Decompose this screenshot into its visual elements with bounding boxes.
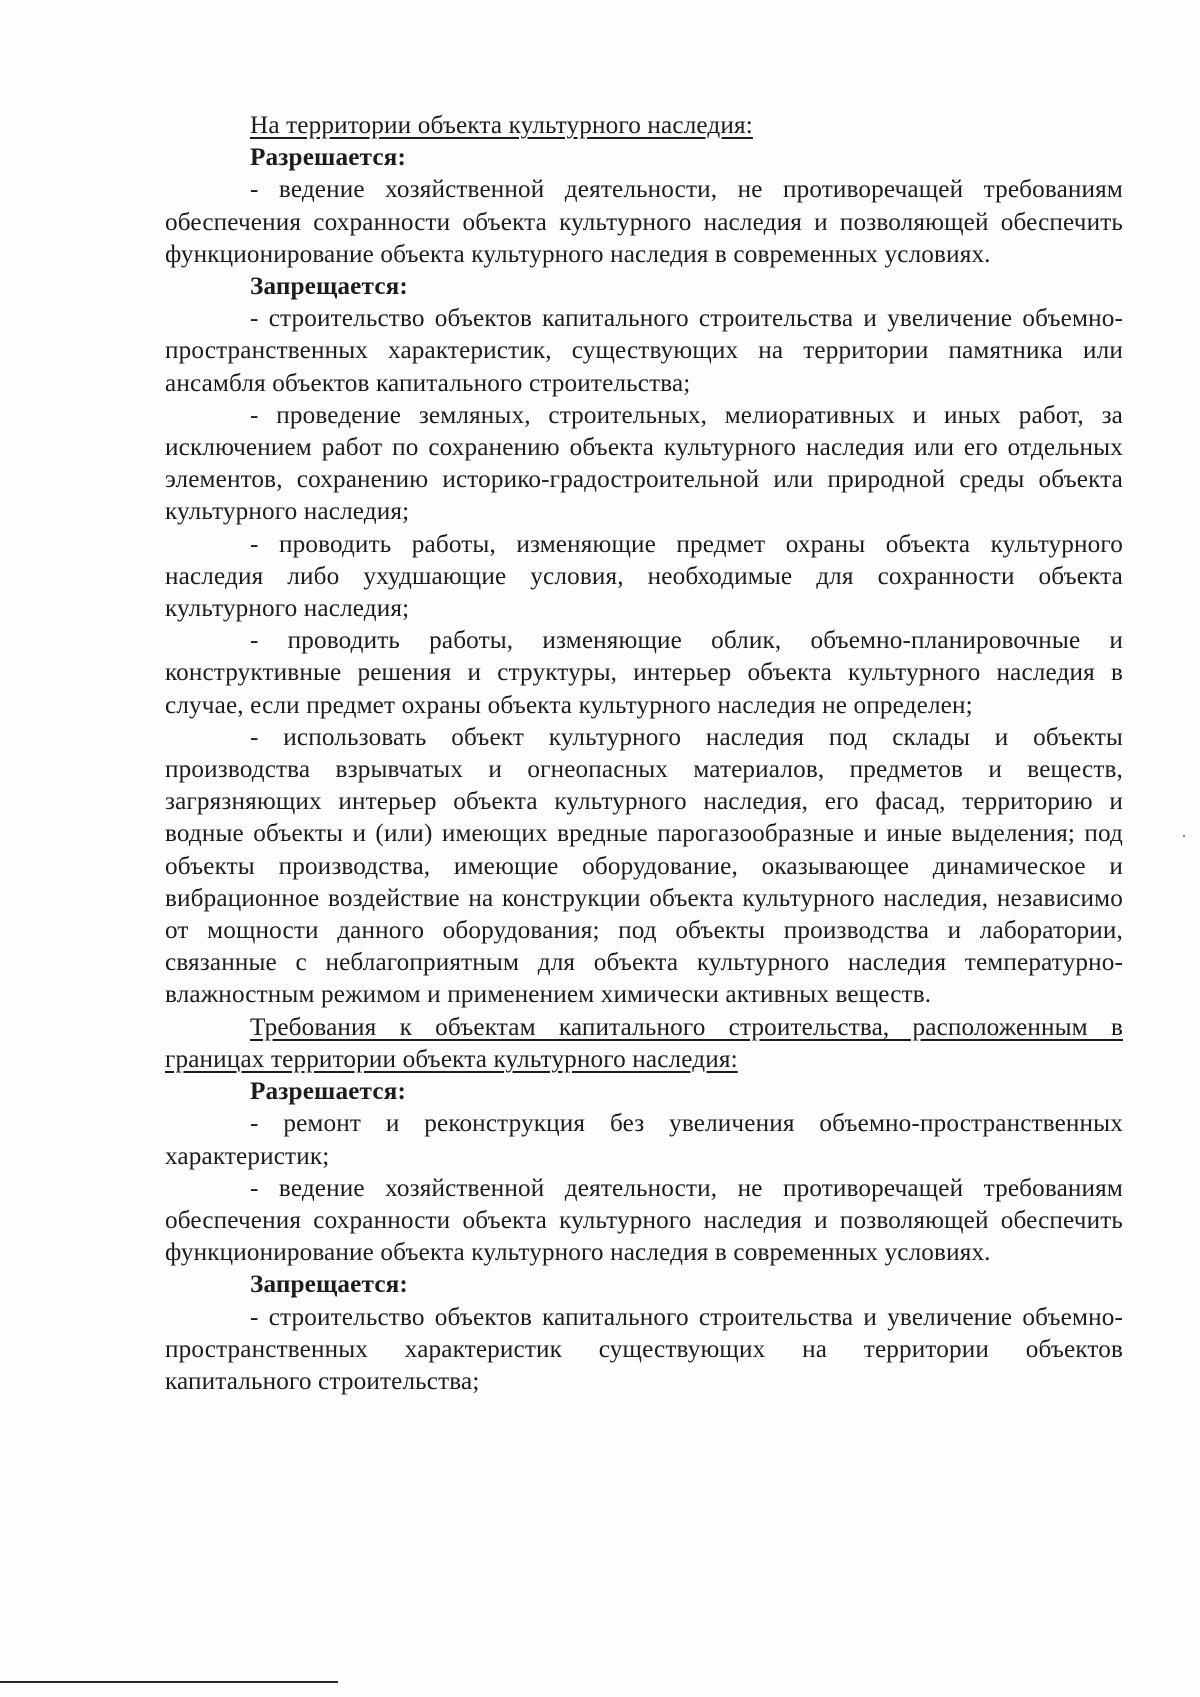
scan-speck	[1183, 835, 1185, 837]
section-heading-territory: На территории объекта культурного наследия:	[250, 112, 753, 139]
allowed-item: - ведение хозяйственной деятельности, не противоречащей требованиям обеспечения сохранности объекта культурного наследия и позволяющей обеспечить функционирование объекта культурного наследия в современных условиях.	[165, 1174, 1123, 1267]
forbidden-item: - строительство объектов капитального строительства и увеличение объемно-пространственных характеристик, существующих на территории памятника или ансамбля объектов капитального строительства;	[165, 305, 1123, 397]
forbidden-item: - проводить работы, изменяющие предмет охраны объекта культурного наследия либо ухудшающие условия, необходимые для сохранности объекта культурного наследия;	[165, 530, 1123, 623]
forbidden-item: - строительство объектов капитального строительства и увеличение объемно-пространственных характеристик существующих на территории объектов капитального строительства;	[165, 1303, 1123, 1395]
allowed-item: - ведение хозяйственной деятельности, не противоречащей требованиям обеспечения сохранности объекта культурного наследия и позволяющей обеспечить функционирование объекта культурного наследия в современных условиях.	[165, 176, 1123, 268]
section-heading-capital-objects: Требования к объектам капитального строительства, расположенным в границах территории объекта культурного наследия:	[165, 1013, 1123, 1073]
forbidden-item: - использовать объект культурного наследия под склады и объекты производства взрывчатых и огнеопасных материалов, предметов и веществ, загрязняющих интерьер объекта культурного наследия, его фасад, территорию и водные объекты и (или) имеющих вредные парогазообразные и иные выделения; под объекты производства, имеющие оборудование, оказывающее динамическое и вибрационное воздействие на конструкции объекта культурного наследия, независимо от мощности данного оборудования; под объекты производства и лаборатории, связанные с неблагоприятным для объекта культурного наследия температурно-влажностным режимом и применением химически активных веществ.	[165, 723, 1123, 1009]
allowed-label: Разрешается:	[250, 144, 406, 172]
forbidden-item: - проведение земляных, строительных, мелиоративных и иных работ, за исключением работ по сохранению объекта культурного наследия или его отдельных элементов, сохранению историко-градостроительной или природной среды объекта культурного наследия;	[165, 401, 1123, 526]
allowed-label: Разрешается:	[250, 1078, 406, 1106]
allowed-item: - ремонт и реконструкция без увеличения объемно-пространственных характеристик;	[165, 1110, 1123, 1170]
forbidden-label: Запрещается:	[250, 1271, 408, 1299]
scan-edge-line	[0, 1681, 338, 1683]
forbidden-item: - проводить работы, изменяющие облик, объемно-планировочные и конструктивные решения и структуры, интерьер объекта культурного наследия в случае, если предмет охраны объекта культурного наследия не определен;	[165, 627, 1123, 719]
forbidden-label: Запрещается:	[250, 273, 408, 301]
document-body	[165, 110, 1123, 1398]
